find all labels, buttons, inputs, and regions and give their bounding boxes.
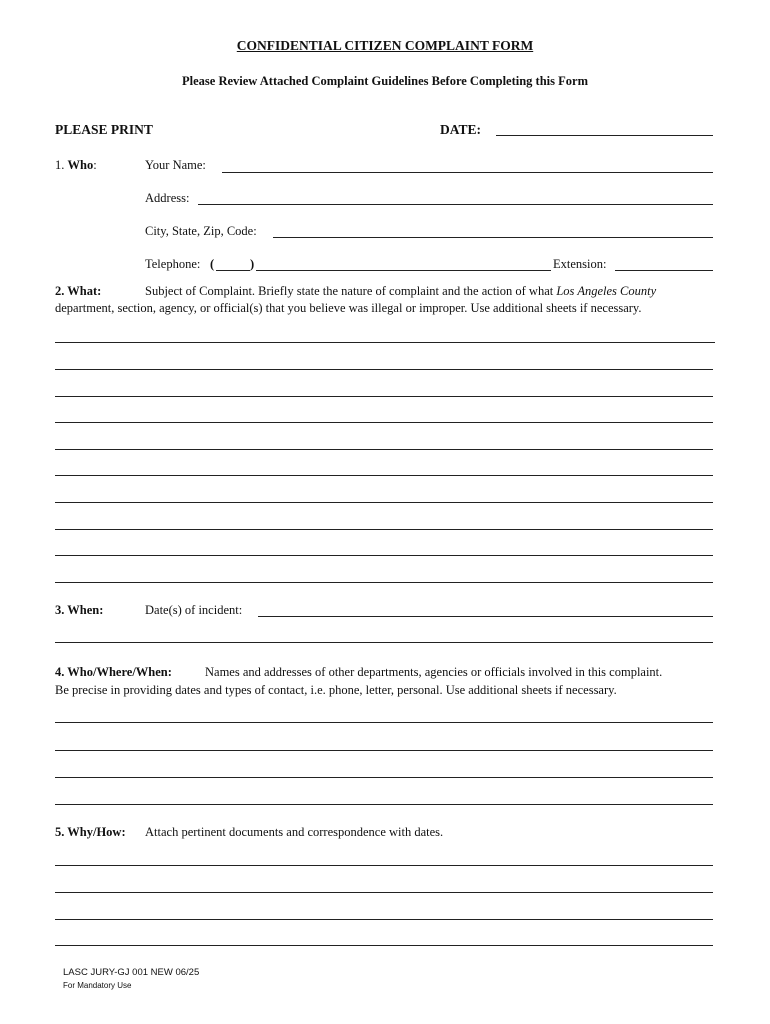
date-label: DATE: (440, 122, 482, 137)
section4-text-line1: Names and addresses of other departments, agencies or officials involved in this complaint. (205, 665, 663, 679)
section2-answer-line[interactable] (55, 475, 713, 476)
section4-answer-line[interactable] (55, 777, 713, 778)
section2-answer-line[interactable] (55, 342, 715, 343)
section2-answer-line[interactable] (55, 555, 713, 556)
date-field[interactable] (496, 135, 713, 136)
section2-text-line1: Subject of Complaint. Briefly state the nature of complaint and the action of what Los Angeles County (145, 284, 657, 298)
section2-answer-line[interactable] (55, 529, 713, 530)
city-state-zip-label: City, State, Zip, Code: (145, 224, 257, 238)
section5-text: Attach pertinent documents and correspondence with dates. (145, 825, 444, 839)
section2-heading: 2. What: (55, 284, 102, 298)
address-field[interactable] (198, 204, 713, 205)
section4-heading: 4. Who/Where/When: (55, 665, 172, 679)
form-usage: For Mandatory Use (63, 981, 132, 990)
telephone-area-code-field[interactable] (216, 270, 250, 271)
form-subtitle: Please Review Attached Complaint Guidelines Before Completing this Form (182, 74, 588, 88)
section2-answer-line[interactable] (55, 369, 713, 370)
section5-answer-line[interactable] (55, 945, 713, 946)
section2-answer-line[interactable] (55, 396, 713, 397)
section2-answer-line[interactable] (55, 582, 713, 583)
section2-answer-line[interactable] (55, 422, 713, 423)
extension-field[interactable] (615, 270, 713, 271)
section5-heading: 5. Why/How: (55, 825, 126, 839)
section1-heading: 1. Who: (55, 158, 97, 172)
section5-answer-line[interactable] (55, 865, 713, 866)
section2-answer-line[interactable] (55, 449, 713, 450)
city-state-zip-field[interactable] (273, 237, 713, 238)
extension-label: Extension: (553, 257, 607, 271)
incident-date-label: Date(s) of incident: (145, 603, 243, 617)
section5-answer-line[interactable] (55, 919, 713, 920)
section2-answer-line[interactable] (55, 502, 713, 503)
please-print-label: PLEASE PRINT (55, 122, 153, 137)
address-label: Address: (145, 191, 190, 205)
form-code: LASC JURY-GJ 001 NEW 06/25 (63, 967, 200, 978)
telephone-area-open: ( (210, 257, 215, 271)
section4-text-line2: Be precise in providing dates and types of contact, i.e. phone, letter, personal. Use additional sheets if necessary. (55, 683, 617, 697)
telephone-number-field[interactable] (256, 270, 551, 271)
telephone-area-close: ) (250, 257, 255, 271)
section4-answer-line[interactable] (55, 804, 713, 805)
section3-heading: 3. When: (55, 603, 104, 617)
section3-answer-line[interactable] (55, 642, 713, 643)
section5-answer-line[interactable] (55, 892, 713, 893)
your-name-label: Your Name: (145, 158, 206, 172)
your-name-field[interactable] (222, 172, 713, 173)
telephone-label: Telephone: (145, 257, 201, 271)
form-title: CONFIDENTIAL CITIZEN COMPLAINT FORM (236, 38, 534, 53)
incident-date-field[interactable] (258, 616, 713, 617)
section4-answer-line[interactable] (55, 722, 713, 723)
section4-answer-line[interactable] (55, 750, 713, 751)
section2-text-line2: department, section, agency, or official(s) that you believe was illegal or improper. Use additional sheets if necessary. (55, 301, 642, 315)
